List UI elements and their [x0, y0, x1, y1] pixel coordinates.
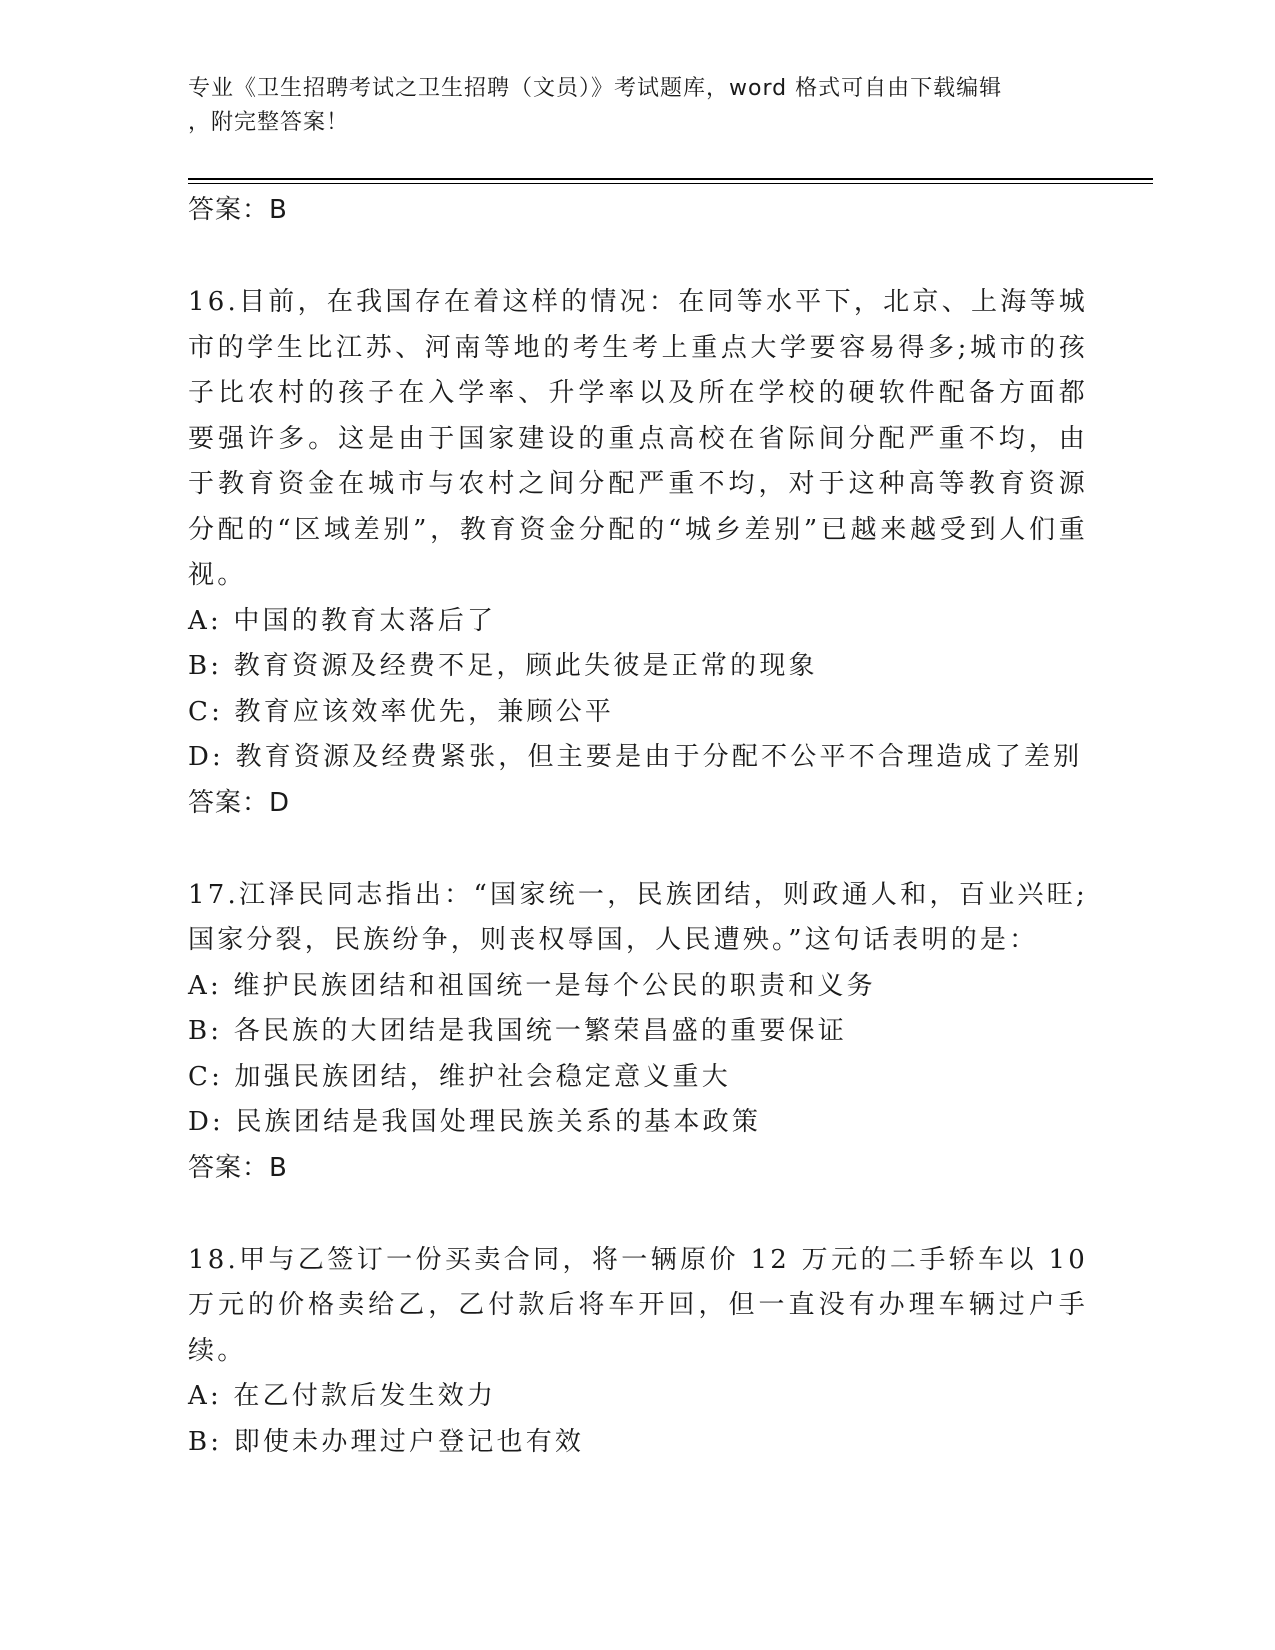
header-rule-thick [188, 178, 1153, 180]
question-17-option-a: A: 维护民族团结和祖国统一是每个公民的职责和义务 [188, 970, 876, 1001]
spacer [188, 826, 1088, 873]
document-body [188, 188, 1088, 1465]
page-header [188, 72, 1088, 140]
question-16-option-d: D: 教育资源及经费紧张，但主要是由于分配不公平不合理造成了差别 [188, 742, 1083, 772]
header-line-1: 专业《卫生招聘考试之卫生招聘（文员）》考试题库，word 格式可自由下载编辑 [188, 76, 1003, 101]
question-16 [188, 280, 1088, 826]
question-17-option-b: B: 各民族的大团结是我国统一繁荣昌盛的重要保证 [188, 1016, 847, 1046]
question-16-option-a: A: 中国的教育太落后了 [188, 605, 497, 636]
spacer [188, 233, 1088, 280]
question-17 [188, 873, 1088, 1191]
header-line-2: ，附完整答案！ [188, 110, 350, 135]
answer-16: 答案：D [188, 787, 291, 818]
question-17-option-d: D: 民族团结是我国处理民族关系的基本政策 [188, 1107, 762, 1137]
answer-prev: 答案：B [188, 195, 288, 225]
question-16-option-b: B: 教育资源及经费不足，顾此失彼是正常的现象 [188, 651, 818, 681]
question-18-option-a: A: 在乙付款后发生效力 [188, 1381, 497, 1411]
question-17-text: 17.江泽民同志指出：“国家统一，民族团结，则政通人和，百业兴旺;国家分裂，民族纷争，则丧权辱国，人民遭殃。”这句话表明的是： [188, 879, 1088, 955]
question-16-option-c: C: 教育应该效率优先，兼顾公平 [188, 696, 615, 727]
question-18 [188, 1238, 1088, 1466]
answer-17: 答案：B [188, 1152, 288, 1183]
question-18-option-b: B: 即使未办理过户登记也有效 [188, 1426, 585, 1457]
question-16-text: 16.目前，在我国存在着这样的情况：在同等水平下，北京、上海等城市的学生比江苏、河南等地的考生考上重点大学要容易得多;城市的孩子比农村的孩子在入学率、升学率以及所在学校的硬软件配备方面都要强许多。这是由于国家建设的重点高校在省际间分配严重不均，由于教育资金在城市与农村之间分配严重不均，对于这种高等教育资源分配的“区域差别”，教育资金分配的“城乡差别”已越来越受到人们重视。 [188, 287, 1088, 590]
spacer [188, 1191, 1088, 1238]
header-rule-thin [188, 183, 1153, 184]
question-17-option-c: C: 加强民族团结，维护社会稳定意义重大 [188, 1061, 731, 1092]
question-18-text: 18.甲与乙签订一份买卖合同，将一辆原价 12 万元的二手轿车以 10 万元的价格卖给乙，乙付款后将车开回，但一直没有办理车辆过户手续。 [188, 1244, 1088, 1366]
